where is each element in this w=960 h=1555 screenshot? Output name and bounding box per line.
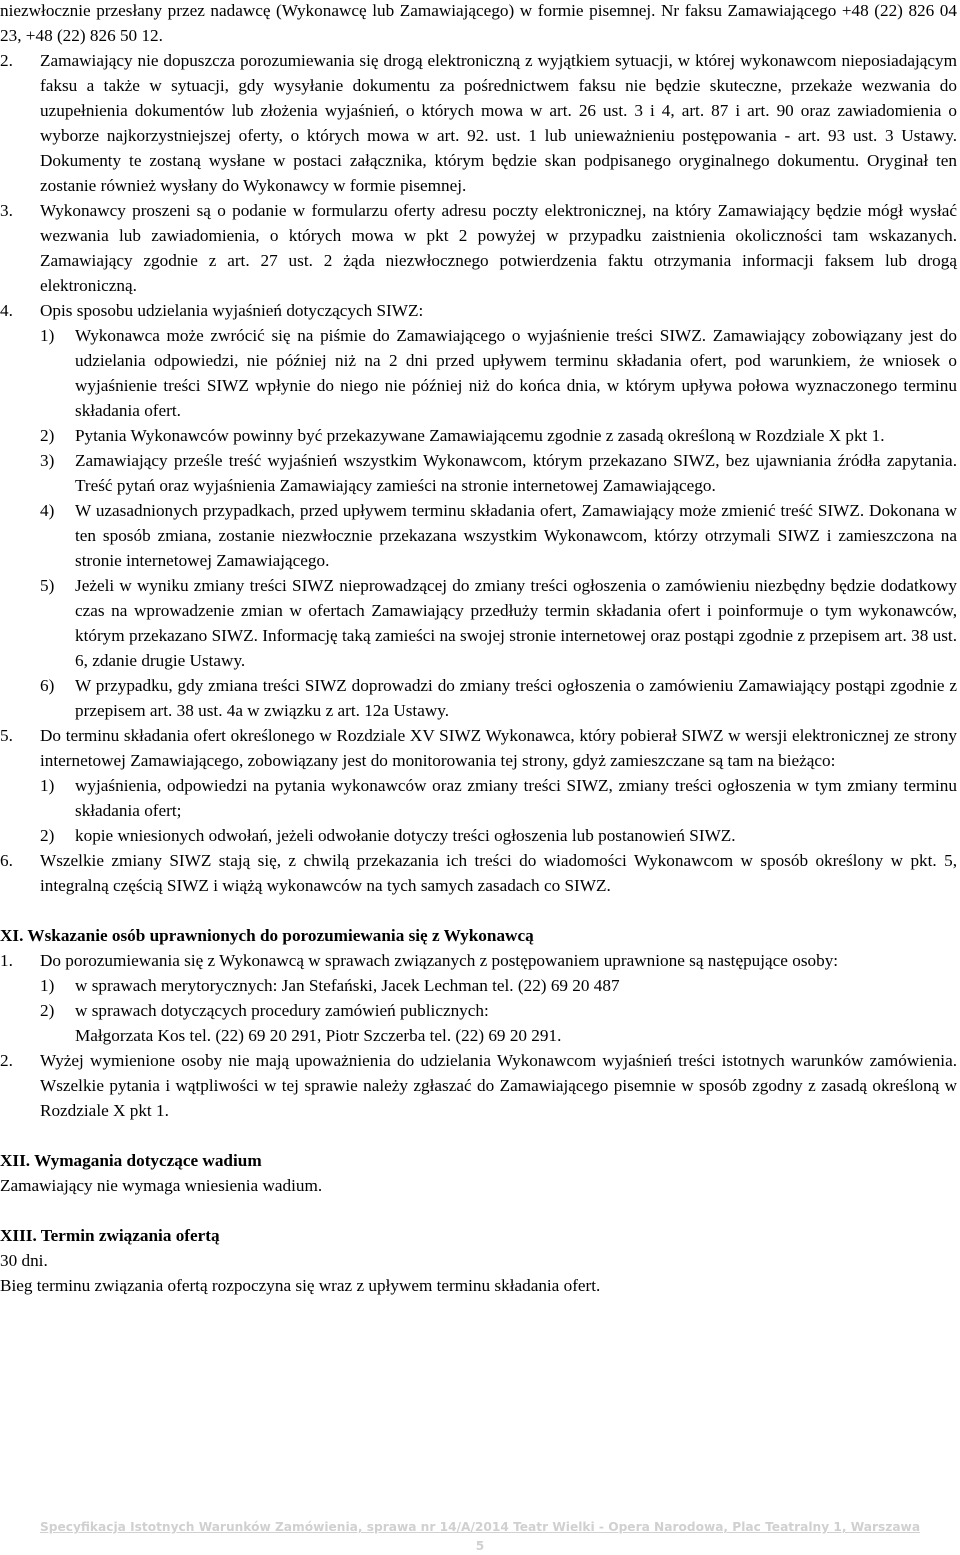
sublist-text: Jeżeli w wyniku zmiany treści SIWZ nieprowadzącej do zmiany treści ogłoszenia o zamówieniu niezbędny będzie dodatkowy czas na wprowadzenie zmian w ofertach Zamawiający przedłuży termin składania ofert i poinformuje o tym wykonawców, którym przekazano SIWZ. Informację taką zamieści na swojej stronie internetowej oraz postąpi zgodnie z przepisem art. 38 ust. 6, zdanie drugie Ustawy. [75,576,957,670]
page-footer [0,1519,960,1555]
contact-persons: Małgorzata Kos tel. (22) 69 20 291, Piotr Szczerba tel. (22) 69 20 291. [75,1026,562,1045]
sublist-text: Zamawiający prześle treść wyjaśnień wszystkim Wykonawcom, którym przekazano SIWZ, bez ujawniania źródła zapytania. Treść pytań oraz wyjaśnienia Zamawiający zamieści na stronie internetowej Zamawiającego. [75,451,957,495]
sublist-text: w sprawach dotyczących procedury zamówień publicznych: [75,1001,489,1020]
sublist-item [40,673,957,723]
page-number: 5 [475,1539,485,1553]
sublist-text: W przypadku, gdy zmiana treści SIWZ doprowadzi do zmiany treści ogłoszenia o zamówieniu Zamawiający postąpi zgodnie z przepisem art. 38 ust. 4a w związku z art. 12a Ustawy. [75,676,957,720]
list-item [0,723,957,773]
sublist-text: Pytania Wykonawców powinny być przekazywane Zamawiającemu zgodnie z zasadą określoną w Rozdziale X pkt 1. [75,426,885,445]
sublist-item [40,773,957,823]
list-text: Zamawiający nie dopuszcza porozumiewania się drogą elektroniczną z wyjątkiem sytuacji, w której wykonawcom nieposiadającym faksu a także w sytuacji, gdy wysyłanie dokumentu za pośrednictwem faksu nie będzie skuteczne, przekaże wezwania do uzupełnienia dokumentów lub złożenia wyjaśnień, o których mowa w art. 26 ust. 3 i 4, art. 87 i art. 90 oraz zawiadomienia o wyborze najkorzystniejszej oferty, o których mowa w art. 92. ust. 1 lub unieważnieniu postępowania - art. 93 ust. 3 Ustawy. Dokumenty te zostaną wysłane w postaci załącznika, którym będzie skan podpisanego oryginalnego dokumentu. Oryginał ten zostanie również wysłany do Wykonawcy w formie pisemnej. [40,51,957,195]
sublist-number: 1) [40,326,55,345]
paragraph-continuation: niezwłocznie przesłany przez nadawcę (Wykonawcę lub Zamawiającego) w formie pisemnej. Nr faksu Zamawiającego +48 (22) 826 04 23, +48 (22) 826 50 12. [0,1,957,45]
sublist-number: 2) [40,426,55,445]
sublist-item [40,823,957,848]
sublist-text: kopie wniesionych odwołań, jeżeli odwołanie dotyczy treści ogłoszenia lub postanowień SIWZ. [75,826,736,845]
sublist-number: 3) [40,451,55,470]
sublist-number: 2) [40,826,55,845]
list-text: Wyżej wymienione osoby nie mają upoważnienia do udzielania Wykonawcom wyjaśnień treści istotnych warunków zamówienia. Wszelkie pytania i wątpliwości w tej sprawie należy zgłaszać do Zamawiającego pisemnie w sposób zgodny z zasadą określoną w Rozdziale X pkt 1. [40,1051,957,1120]
list-item [0,848,957,898]
list-text: Do porozumiewania się z Wykonawcą w sprawach związanych z postępowaniem uprawnione są następujące osoby: [40,951,839,970]
list-number: 2. [0,51,13,70]
paragraph: Bieg terminu związania ofertą rozpoczyna się wraz z upływem terminu składania ofert. [0,1276,601,1295]
sublist-text: W uzasadnionych przypadkach, przed upływem terminu składania ofert, Zamawiający może zmienić treść SIWZ. Dokonana w ten sposób zmiana, zostanie niezwłocznie przekazana wszystkim Wykonawcom, którzy otrzymali SIWZ i zamieszczona na stronie internetowej Zamawiającego. [75,501,957,570]
footer-text: Specyfikacja Istotnych Warunków Zamówienia, sprawa nr 14/A/2014 Teatr Wielki - Opera Narodowa, Plac Teatralny 1, Warszawa [39,1520,921,1534]
section-heading: XIII. Termin związania ofertą [0,1226,220,1245]
list-text: Do terminu składania ofert określonego w Rozdziale XV SIWZ Wykonawca, który pobierał SIWZ w wersji elektronicznej ze strony internetowej Zamawiającego, zobowiązany jest do monitorowania tej strony, gdyż zamieszczane są tam na bieżąco: [40,726,957,770]
list-text: Wykonawcy proszeni są o podanie w formularzu oferty adresu poczty elektronicznej, na który Zamawiający będzie mógł wysłać wezwania lub zawiadomienia, o których mowa w pkt 2 powyżej w przypadku zaistnienia okoliczności tam wskazanych. Zamawiający zgodnie z art. 27 ust. 2 żąda niezwłocznego potwierdzenia faktu otrzymania informacji faksem lub drogą elektroniczną. [40,201,957,295]
list-number: 6. [0,851,13,870]
sublist [0,773,957,848]
sublist-number: 6) [40,676,55,695]
list-text: Opis sposobu udzielania wyjaśnień dotyczących SIWZ: [40,301,424,320]
sublist-number: 2) [40,1001,55,1020]
list-item [0,198,957,298]
sublist-item [40,498,957,573]
list-number: 2. [0,1051,13,1070]
section-heading: XII. Wymagania dotyczące wadium [0,1151,262,1170]
sublist-number: 5) [40,576,55,595]
sublist-item [40,448,957,498]
list-text: Wszelkie zmiany SIWZ stają się, z chwilą przekazania ich treści do wiadomości Wykonawcom w sposób określony w pkt. 5, integralną częścią SIWZ i wiążą wykonawców na tych samych zasadach co SIWZ. [40,851,957,895]
sublist-text: Wykonawca może zwrócić się na piśmie do Zamawiającego o wyjaśnienie treści SIWZ. Zamawiający zobowiązany jest do udzielania odpowiedzi, nie później niż na 2 dni przed upływem terminu składania ofert, pod warunkiem, że wniosek o wyjaśnienie treści SIWZ wpłynie do niego nie później niż do końca dnia, w którym upływa połowa wyznaczonego terminu składania ofert. [75,326,957,420]
list-item [0,48,957,198]
sublist-item [40,573,957,673]
sublist-number: 1) [40,976,55,995]
list-number: 1. [0,951,13,970]
list-number: 3. [0,201,13,220]
sublist [0,973,957,1023]
sublist-text: w sprawach merytorycznych: Jan Stefański, Jacek Lechman tel. (22) 69 20 487 [75,976,620,995]
sublist-item [40,323,957,423]
paragraph: Zamawiający nie wymaga wniesienia wadium. [0,1176,323,1195]
list-number: 5. [0,726,13,745]
sublist-item [40,973,957,998]
sublist-number: 4) [40,501,55,520]
sublist-item [40,998,957,1023]
sublist [0,323,957,723]
paragraph: 30 dni. [0,1251,48,1270]
list-item [0,298,957,323]
list-item [0,1048,957,1123]
list-number: 4. [0,301,13,320]
sublist-text: wyjaśnienia, odpowiedzi na pytania wykonawców oraz zmiany treści SIWZ, zmiany treści ogłoszenia w tym zmiany terminu składania ofert; [75,776,957,820]
sublist-item [40,423,957,448]
sublist-number: 1) [40,776,55,795]
list-item [0,948,957,973]
section-heading: XI. Wskazanie osób uprawnionych do porozumiewania się z Wykonawcą [0,926,534,945]
